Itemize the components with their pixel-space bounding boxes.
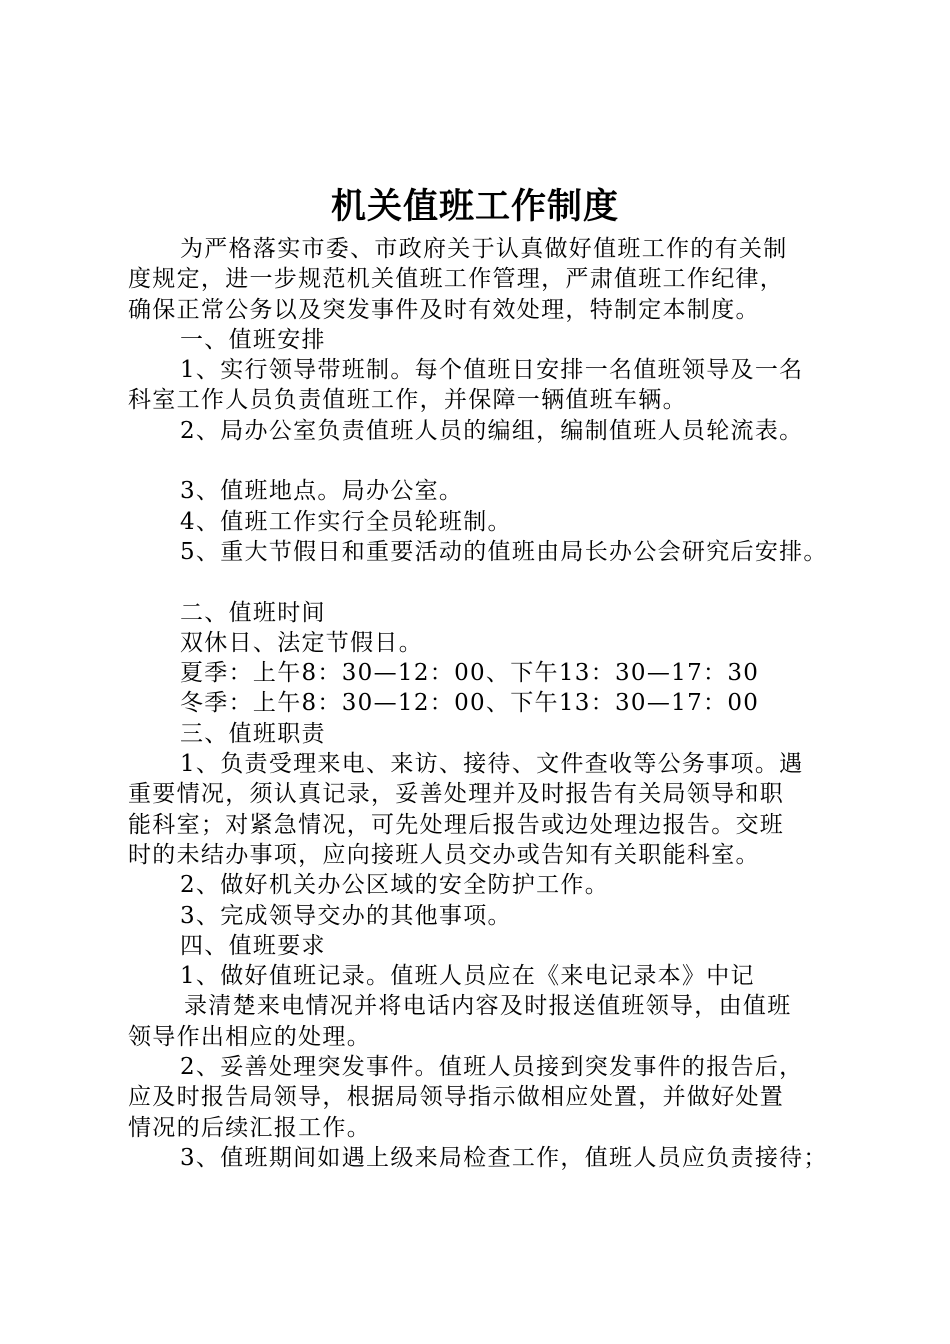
blank-line (128, 446, 832, 476)
paragraph-line: 度规定，进一步规范机关值班工作管理，严肃值班工作纪律， (128, 266, 785, 293)
paragraph-line: 3、值班地点。局办公室。 (180, 478, 464, 505)
paragraph-line: 1、实行领导带班制。每个值班日安排一名值班领导及一名 (180, 357, 804, 384)
section-heading: 二、值班时间 (180, 599, 326, 626)
paragraph-line: 夏季：上午8：30—12：00、下午13：30—17：30 (180, 660, 760, 687)
paragraph-line: 3、完成领导交办的其他事项。 (180, 902, 512, 929)
paragraph-line: 双休日、法定节假日。 (180, 629, 423, 656)
paragraph-line: 冬季：上午8：30—12：00、下午13：30—17：00 (180, 690, 760, 717)
paragraph-line: 时的未结办事项，应向接班人员交办或告知有关职能科室。 (128, 841, 760, 868)
section-heading: 三、值班职责 (180, 720, 326, 747)
section-heading: 一、值班安排 (180, 326, 326, 353)
paragraph-line: 2、做好机关办公区域的安全防护工作。 (180, 872, 610, 899)
paragraph-line: 5、重大节假日和重要活动的值班由局长办公会研究后安排。 (180, 538, 828, 565)
paragraph-line: 为严格落实市委、市政府关于认真做好值班工作的有关制 (180, 236, 788, 262)
paragraph-line: 3、值班期间如遇上级来局检查工作，值班人员应负责接待； (180, 1144, 828, 1171)
paragraph-line: 2、局办公室负责值班人员的编组，编制值班人员轮流表。 (180, 417, 804, 444)
paragraph-line: 领导作出相应的处理。 (128, 1023, 371, 1050)
paragraph-line: 1、负责受理来电、来访、接待、文件查收等公务事项。遇 (180, 751, 804, 778)
paragraph-line: 2、妥善处理突发事件。值班人员接到突发事件的报告后， (180, 1054, 804, 1081)
blank-line (128, 567, 832, 597)
paragraph-line: 能科室；对紧急情况，可先处理后报告或边处理边报告。交班 (128, 811, 785, 838)
paragraph-line: 应及时报告局领导，根据局领导指示做相应处置，并做好处置 (128, 1084, 785, 1111)
paragraph-line: 重要情况，须认真记录，妥善处理并及时报告有关局领导和职 (128, 781, 785, 808)
document-body (128, 234, 832, 1173)
paragraph-line: 确保正常公务以及突发事件及时有效处理，特制定本制度。 (128, 296, 760, 323)
document-title: 机关值班工作制度 (330, 187, 619, 227)
paragraph-line: 1、做好值班记录。值班人员应在《来电记录本》中记 (180, 963, 755, 990)
paragraph-line: 录清楚来电情况并将电话内容及时报送值班领导，由值班 (184, 993, 792, 1020)
section-heading: 四、值班要求 (180, 932, 326, 959)
paragraph-line: 科室工作人员负责值班工作，并保障一辆值班车辆。 (128, 387, 687, 414)
paragraph-line: 情况的后续汇报工作。 (128, 1114, 371, 1141)
paragraph-line: 4、值班工作实行全员轮班制。 (180, 508, 512, 535)
